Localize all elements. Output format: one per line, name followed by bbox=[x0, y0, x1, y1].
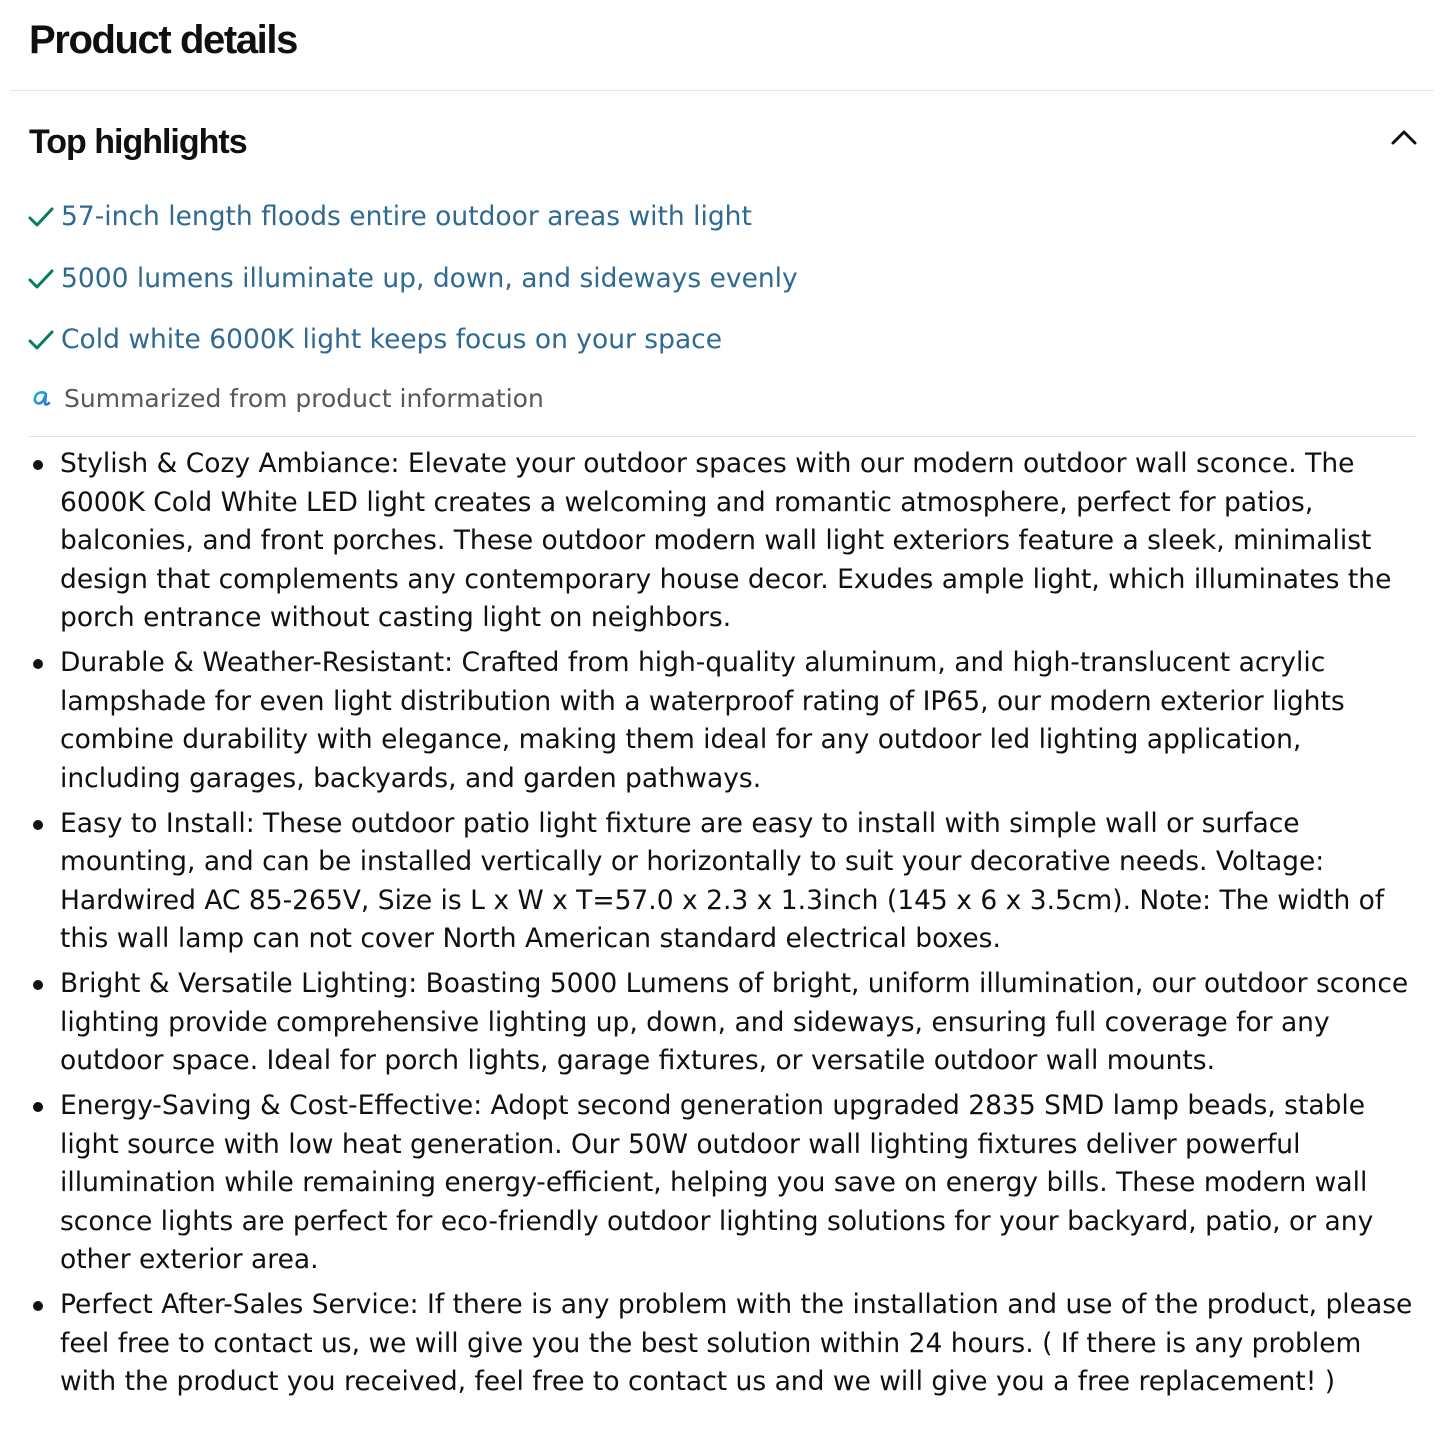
top-highlights-title: Top highlights bbox=[29, 123, 247, 161]
list-item bbox=[28, 805, 1423, 959]
bullet-dot bbox=[33, 980, 43, 990]
check-icon bbox=[27, 205, 55, 229]
bullet-text: Easy to Install: These outdoor patio light fixture are easy to install with simple wall or surface mounting, and can be installed vertically or horizontally to suit your decorative needs. Voltage: Hardwired AC 85-265V, Size is L x W x T=57.0 x 2.3 x 1.3inch (145 x 6 x 3.5cm). Note: The width of this wall lamp can not cover North American standard electrical boxes. bbox=[60, 807, 1385, 954]
list-item bbox=[28, 965, 1423, 1081]
highlight-text: 57-inch length floods entire outdoor areas with light bbox=[61, 201, 752, 232]
top-highlights-header[interactable] bbox=[29, 118, 1421, 166]
bullet-dot bbox=[33, 1301, 43, 1311]
chevron-up-icon[interactable] bbox=[1387, 120, 1421, 154]
bullet-dot bbox=[33, 820, 43, 830]
bullet-text: Perfect After-Sales Service: If there is any problem with the installation and use of the product, please feel free to contact us, we will give you the best solution within 24 hours. ( If there is any problem with the product you received, feel free to contact us and we will give you a free replacement! ) bbox=[60, 1289, 1413, 1397]
bullet-dot bbox=[33, 460, 43, 470]
bullet-text: Energy-Saving & Cost-Effective: Adopt second generation upgraded 2835 SMD lamp beads, stable light source with low heat generation. Our 50W outdoor wall lighting fixtures deliver powerful illumination while remaining energy-efficient, helping you save on energy bills. These modern wall sconce lights are perfect for eco-friendly outdoor lighting solutions for your backyard, patio, or any other exterior area. bbox=[60, 1090, 1374, 1275]
list-item bbox=[28, 1087, 1423, 1280]
section-divider bbox=[10, 90, 1434, 91]
ai-sparkle-icon bbox=[30, 386, 54, 410]
ai-summary-note bbox=[30, 380, 544, 416]
bullet-text: Stylish & Cozy Ambiance: Elevate your outdoor spaces with our modern outdoor wall sconce. The 6000K Cold White LED light creates a welcoming and romantic atmosphere, perfect for patios, balconies, and front porches. These outdoor modern wall light exteriors feature a sleek, minimalist design that complements any contemporary house decor. Exudes ample light, which illuminates the porch entrance without casting light on neighbors. bbox=[60, 448, 1392, 633]
highlight-text: 5000 lumens illuminate up, down, and sideways evenly bbox=[61, 262, 798, 294]
top-highlights-list bbox=[27, 196, 798, 381]
bullet-dot bbox=[33, 1102, 43, 1112]
check-icon bbox=[27, 267, 55, 291]
highlight-text: Cold white 6000K light keeps focus on your space bbox=[61, 324, 723, 355]
page-title: Product details bbox=[29, 18, 297, 62]
summary-text: Summarized from product information bbox=[64, 383, 544, 413]
highlight-item bbox=[27, 196, 798, 238]
section-divider bbox=[28, 436, 1416, 437]
check-icon bbox=[27, 328, 55, 352]
bullet-text: Durable & Weather-Resistant: Crafted from high-quality aluminum, and high-translucent acrylic lampshade for even light distribution with a waterproof rating of IP65, our modern exterior lights combine durability with elegance, making them ideal for any outdoor led lighting application, including garages, backyards, and garden pathways. bbox=[60, 647, 1345, 794]
list-item bbox=[28, 644, 1423, 798]
bullet-text: Bright & Versatile Lighting: Boasting 5000 Lumens of bright, uniform illumination, our outdoor sconce lighting provide comprehensive lighting up, down, and sideways, ensuring full coverage for any outdoor space. Ideal for porch lights, garage fixtures, or versatile outdoor wall mounts. bbox=[60, 968, 1409, 1076]
feature-bullets bbox=[28, 445, 1423, 1408]
bullet-dot bbox=[33, 659, 43, 669]
list-item bbox=[28, 445, 1423, 638]
highlight-item bbox=[27, 258, 798, 300]
list-item bbox=[28, 1286, 1423, 1402]
highlight-item bbox=[27, 319, 798, 361]
